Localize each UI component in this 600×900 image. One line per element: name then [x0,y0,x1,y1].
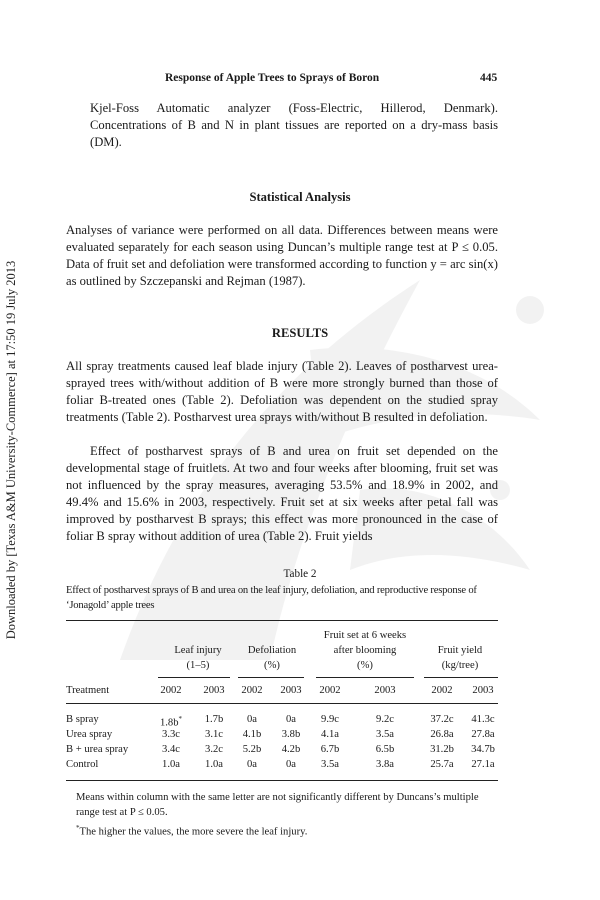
table-cell: 26.8a [430,729,454,740]
table-cell: 3.5a [376,729,394,740]
intro-paragraph: Kjel-Foss Automatic analyzer (Foss-Electric, Hillerod, Denmark). Concentrations of B and N in plant tissues are reported on a dry-mass basis (DM). [90,101,498,149]
group-header-leaf-injury: Leaf injury (1–5) [174,645,222,671]
year-header: 2003 [374,685,396,696]
year-header: 2003 [280,685,302,696]
table-cell: 4.1a [321,729,339,740]
table-cell: 3.1c [205,729,223,740]
results-paragraph-2: Effect of postharvest sprays of B and urea on fruit set depended on the developmental stage of fruitlets. At two and four weeks after blooming, fruit set was not influenced by the spray measures, averaging 53.5% and 18.9% in 2002, and 49.4% and 15.6% in 2003, respectively. Fruit set at six weeks after petal fall was improved by postharvest B sprays; this effect was more pronounced in the case of foliar B spray without addition of urea (Table 2). Fruit yields [66,444,498,543]
table-footnote-significance: Means within column with the same letter are not significantly different by Duncans’s multiple range test at P ≤ 0.05. [76,792,479,818]
year-header: 2002 [241,685,263,696]
results-paragraph-1: All spray treatments caused leaf blade injury (Table 2). Leaves of postharvest urea-sprayed trees with/without addition of B were more strongly burned than those of foliar B-treated ones (Table 2). Defoliation was dependent on the studied spray treatments (Table 2). Postharvest urea sprays with/without B resulted in defoliation. [66,359,498,424]
table-cell: 4.2b [281,744,301,755]
table-cell: 1.7b [204,714,224,725]
table-row-treatment: Control [66,759,99,770]
year-header: 2002 [319,685,341,696]
table-cell: 34.7b [471,744,495,755]
table-cell: 27.8a [471,729,495,740]
treatment-column-header: Treatment [66,685,110,696]
table-cell: 27.1a [471,759,495,770]
table-footnote-injury-scale: *The higher the values, the more severe the leaf injury. [76,824,308,838]
table-cell: 1.8b* [159,715,183,729]
group-header-fruit-yield: Fruit yield (kg/tree) [437,645,483,671]
table-cell: 1.0a [162,759,180,770]
table-cell: 1.0a [205,759,223,770]
table-cell: 4.1b [242,729,262,740]
group-rule-fruit-yield [424,677,498,678]
table-row-treatment: B + urea spray [66,744,129,755]
year-header: 2002 [160,685,182,696]
table-cell: 6.7b [320,744,340,755]
page-number: 445 [480,72,498,84]
table-cell: 3.8b [281,729,301,740]
table-cell: 0a [247,714,257,725]
download-note: Downloaded by [Texas A&M University-Commerce] at 17:50 19 July 2013 [4,260,18,640]
year-header: 2003 [472,685,494,696]
table-row-treatment: Urea spray [66,729,113,740]
group-header-defoliation: Defoliation (%) [247,645,297,671]
table-cell: 3.5a [321,759,339,770]
table-cell: 41.3c [471,714,495,725]
running-head [0,72,600,88]
year-header: 2003 [203,685,225,696]
table-cell: 37.2c [430,714,454,725]
table-bottom-rule [66,780,498,781]
table-cell: 6.5b [375,744,395,755]
table-label: Table 2 [283,568,317,580]
section-heading-statistical-analysis: Statistical Analysis [249,190,351,204]
table-cell: 9.2c [376,714,394,725]
table-cell: 25.7a [430,759,454,770]
section-heading-results: RESULTS [271,326,329,340]
table-cell: 0a [247,759,257,770]
table-caption: Effect of postharvest sprays of B and urea on the leaf injury, defoliation, and reproductive response of ‘Jonagold’ apple trees [66,585,477,611]
table-cell: 0a [286,714,296,725]
table-cell: 3.4c [162,744,180,755]
table-cell: 31.2b [430,744,454,755]
running-title: Response of Apple Trees to Sprays of Boron [165,72,380,84]
group-rule-fruit-set [316,677,414,678]
year-header: 2002 [431,685,453,696]
table-top-rule [66,620,498,621]
table-cell: 5.2b [242,744,262,755]
group-header-fruit-set: Fruit set at 6 weeks after blooming (%) [323,630,407,671]
table-cell: 3.2c [205,744,223,755]
table-row-treatment: B spray [66,714,99,725]
table-cell: 9.9c [321,714,339,725]
group-rule-defoliation [238,677,304,678]
table-cell: 3.3c [162,729,180,740]
statistical-analysis-paragraph: Analyses of variance were performed on all data. Differences between means were evaluated separately for each season using Duncan’s multiple range test at P ≤ 0.05. Data of fruit set and defoliation were transformed according to function y = arc sin(x) as outlined by Szczepanski and Rejman (1987). [66,223,498,288]
table-cell: 0a [286,759,296,770]
group-rule-leaf-injury [158,677,230,678]
table-cell: 3.8a [376,759,394,770]
table-header-rule [66,703,498,704]
